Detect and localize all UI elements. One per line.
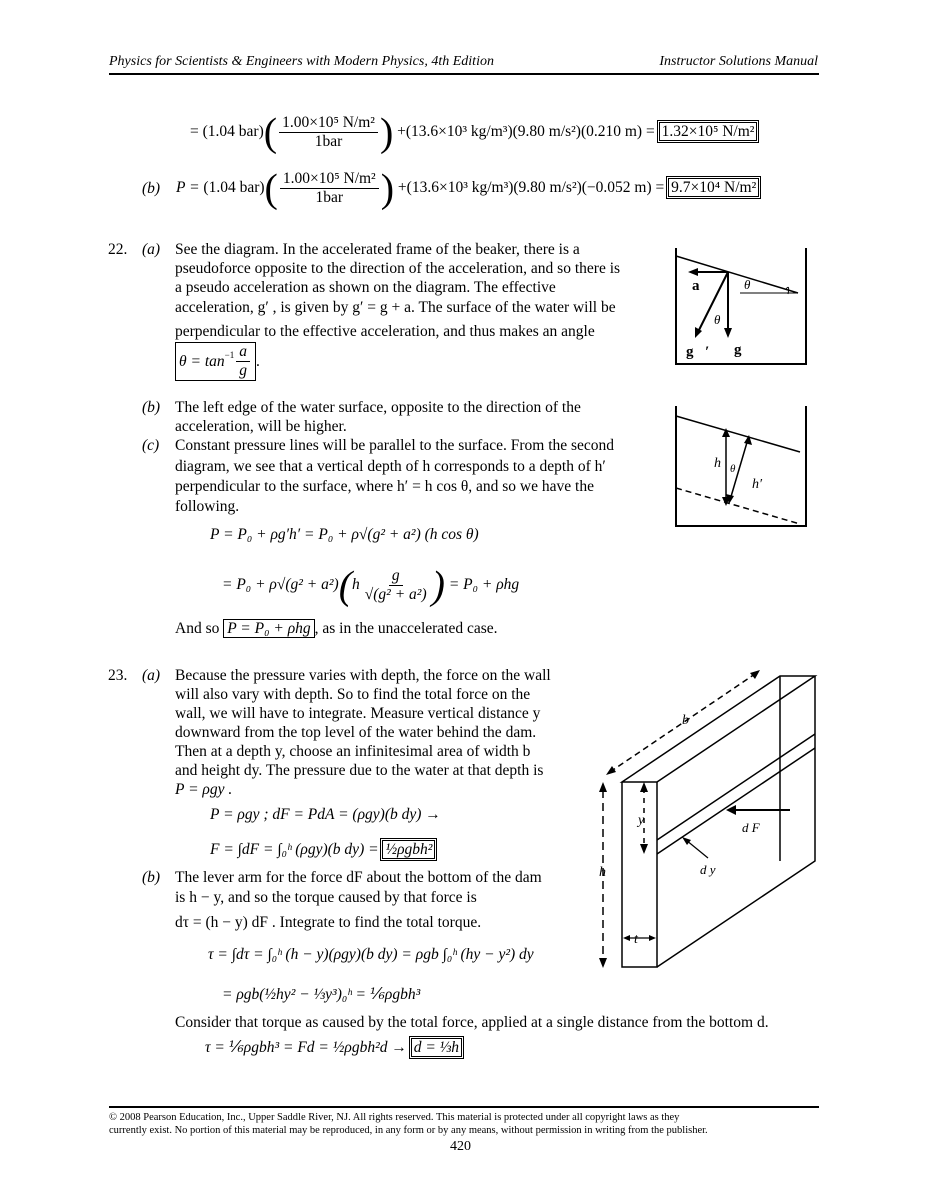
p23-a-line-1: will also vary with depth. So to find the total force on the [175,686,531,703]
header-right: Instructor Solutions Manual [659,54,818,69]
p23-eq-2: F = ∫dF = ∫₀ʰ (ρgy)(b dy) = ½ρgbh² [210,840,435,859]
diagram2-theta-label: θ [730,463,736,475]
p23-eq-1: P = ρgy ; dF = PdA = (ρgy)(b dy) → [210,806,441,823]
p22-eq-1: P = P₀ + ρg′h′ = P₀ + ρ√(g² + a²) (h cos θ) [210,526,479,543]
p23-a-line-2: wall, we will have to integrate. Measure vertical distance y [175,705,541,722]
diagram1-g-label: g⃗ [734,342,754,358]
p22-conclusion: And so P = P₀ + ρhg , as in the unaccelerated case. [175,620,498,637]
p22-b-line-0: The left edge of the water surface, opposite to the direction of the [175,399,581,416]
p23-a-line-6: P = ρgy . [175,781,233,798]
p23-a-line-0: Because the pressure varies with depth, the force on the wall [175,667,551,684]
p22-c-label: (c) [142,437,160,454]
p22-a-line-4: perpendicular to the effective acceleration, and thus makes an angle [175,323,595,340]
p23-b-line-2: dτ = (h − y) dF . Integrate to find the total torque. [175,914,482,931]
diagram1-gprime-label: g⃗′ [686,344,710,360]
dam-y-label: y [638,813,645,828]
p21-label-b: (b) [142,180,161,197]
p23-eq-4: = ρgb(½hy² − ⅓y³)₀ʰ = ⅙ρgbh³ [222,986,421,1003]
p23-number: 23. [108,667,128,684]
p22-c-line-3: following. [175,498,240,515]
dam-dy-label: d y [700,862,716,877]
p22-a-line-2: a pseudo acceleration as shown on the diagram. The effective [175,279,556,296]
p22-number: 22. [108,241,128,258]
p23-answer-d: d = ⅓h [411,1038,462,1057]
p23-a-label: (a) [142,667,161,684]
dam-dF-label: d F [742,820,760,835]
dam-diagram [590,662,820,978]
p23-answer-force: ½ρgbh² [382,840,435,859]
p23-eq-5: τ = ⅙ρgbh³ = Fd = ½ρgbh²d → d = ⅓h [205,1038,462,1057]
p23-consider: Consider that torque as caused by the total force, applied at a single distance from the bottom d. [175,1014,769,1031]
footer-line-1: © 2008 Pearson Education, Inc., Upper Saddle River, NJ. All rights reserved. This material is protected under all copyright laws as they [109,1112,680,1123]
p22-a-answer: θ = tan $^{-1}$ $\frac{a}{g}$ . [175,342,260,381]
p23-b-line-1: is h − y, and so the torque caused by that force is [175,889,477,906]
p23-a-line-4: Then at a depth y, choose an infinitesimal area of width b [175,743,531,760]
p22-b-label: (b) [142,399,161,416]
p22-answer: P = P₀ + ρhg [223,619,314,638]
dam-h-label: h [599,865,606,880]
diagram1-theta-mid: θ [714,312,721,327]
p23-b-label: (b) [142,869,161,886]
diagram2-hprime-label: h′ [752,477,763,492]
footer-rule [109,1106,819,1108]
p21-answer-1: 1.32×10⁵ N/m² [659,122,758,141]
p22-c-line-2: perpendicular to the surface, where h′ = h cos θ, and so we have the [175,478,594,495]
p21-answer-2: 9.7×10⁴ N/m² [668,178,759,197]
dam-b-label: b [682,713,689,728]
p22-eq-2: = P₀ + ρ√(g² + a²)(h $\frac{g}{\text{√(g² + a²)}}$ ) = P₀ + ρhg [222,562,520,608]
diagram1-theta-top: θ [744,277,751,292]
p22-b-line-1: acceleration, will be higher. [175,418,347,435]
header-left: Physics for Scientists & Engineers with Modern Physics, 4th Edition [109,54,494,69]
dam-t-label: t [634,932,638,947]
beaker-diagram-2 [668,404,818,530]
diagram2-h-label: h [714,456,721,471]
p23-a-line-3: downward from the top level of the water behind the dam. [175,724,537,741]
p23-eq-3: τ = ∫dτ = ∫₀ʰ (h − y)(ρgy)(b dy) = ρgb ∫₀ʰ (hy − y²) dy [208,946,534,963]
p22-a-line-0: See the diagram. In the accelerated frame of the beaker, there is a [175,241,580,258]
header-rule [109,73,819,75]
page-number: 420 [450,1139,471,1154]
p22-c-line-1: diagram, we see that a vertical depth of h corresponds to a depth of h′ [175,458,606,475]
p22-a-line-1: pseudoforce opposite to the direction of the acceleration, and so there is [175,260,621,277]
p21-line-1: = (1.04 bar)( $\frac{\text{1.00×10⁵ N/m²}}{\text{1bar}}$ ) +(13.6×10³ kg/m³)(9.80 m/s²)(0.210 m) = 1.32×10⁵ N/m² [190,114,757,151]
p21-line-2: P = (1.04 bar)( $\frac{\text{1.00×10⁵ N/m²}}{\text{1bar}}$ ) +(13.6×10³ kg/m³)(9.80 m/s²)(−0.052 m) = 9.7×10⁴ N/m² [176,170,759,207]
p22-a-line-3: acceleration, g′ , is given by g′ = g + a. The surface of the water will be [175,299,616,316]
p22-c-line-0: Constant pressure lines will be parallel to the surface. From the second [175,437,615,454]
footer-line-2: currently exist. No portion of this material may be reproduced, in any form or by any means, without permission in writing from the publisher. [109,1125,708,1136]
diagram1-a-label: a⃗ [692,278,712,294]
p23-a-line-5: and height dy. The pressure due to the water at that depth is [175,762,544,779]
p22-a-label: (a) [142,241,161,258]
beaker-diagram-1 [668,244,818,368]
p23-b-line-0: The lever arm for the force dF about the bottom of the dam [175,869,542,886]
